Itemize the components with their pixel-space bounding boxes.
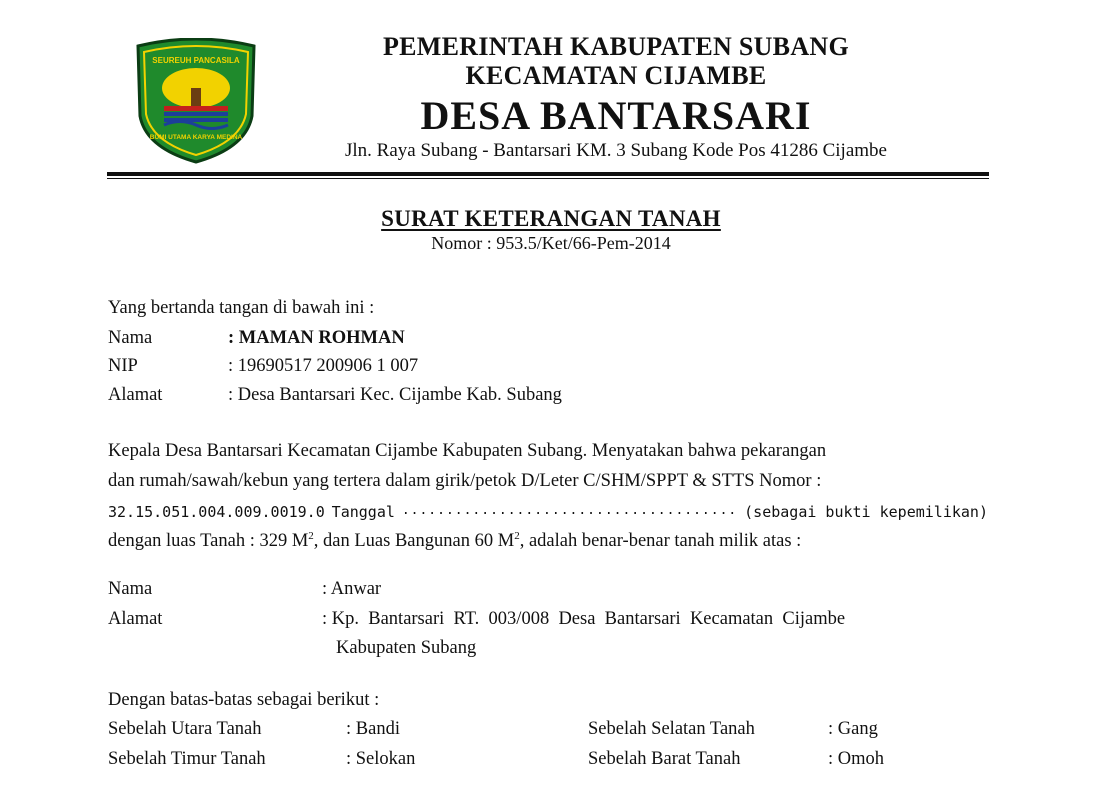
boundary-west-label: Sebelah Barat Tanah [588,749,741,769]
owner-name-label: Nama [108,579,153,599]
signer-nip-value: : 19690517 200906 1 007 [228,356,419,376]
boundary-east-value: : Selokan [346,749,416,769]
logo-bottom-text: BUMI UTAMA KARYA MEDINA [149,134,243,141]
building-area-unit-sup: 2 [514,530,520,542]
signer-name-value: : MAMAN ROHMAN [228,328,405,348]
boundaries-intro: Dengan batas-batas sebagai berikut : [108,690,380,710]
boundary-west-value: : Omoh [828,749,885,769]
owner-name-value: : Anwar [322,579,382,599]
owner-address-line-1: : Kp. Bantarsari RT. 003/008 Desa Bantarsari Kecamatan Cijambe [322,609,846,629]
boundary-east-label: Sebelah Timur Tanah [108,749,266,769]
document-number: Nomor : 953.5/Ket/66-Pem-2014 [431,233,671,253]
ownership-statement-text: , adalah benar-benar tanah milik atas : [519,531,802,552]
letterhead-divider-thick [107,172,989,176]
document-title-wrap [0,206,1102,232]
owner-address-label: Alamat [108,609,163,629]
signer-nip-label: NIP [108,356,138,376]
letterhead-divider-thin [107,178,989,179]
owner-address-line-2: Kabupaten Subang [336,638,477,658]
letterhead-address: Jln. Raya Subang - Bantarsari KM. 3 Subang Kode Pos 41286 Cijambe [345,140,887,161]
body-line-1: Kepala Desa Bantarsari Kecamatan Cijambe Kabupaten Subang. Menyatakan bahwa pekarangan [108,441,827,461]
land-area-unit-sup: 2 [308,530,314,542]
document-title: SURAT KETERANGAN TANAH [381,206,721,231]
body-line-2: dan rumah/sawah/kebun yang tertera dalam girik/petok D/Leter C/SHM/SPPT & STTS Nomor : [108,471,822,491]
boundary-north-value: : Bandi [346,719,400,739]
letterhead-village: DESA BANTARSARI [420,93,812,138]
land-area-text: dengan luas Tanah : 329 M [108,531,309,552]
boundary-south-label: Sebelah Selatan Tanah [588,719,755,739]
signer-name-label: Nama [108,328,153,348]
building-area-text: , dan Luas Bangunan 60 M [313,531,515,552]
ownership-proof-note: (sebagai bukti kepemilikan) [744,503,988,521]
certificate-number: 32.15.051.004.009.0019.0 [108,503,325,521]
date-blank: ...................................... [401,503,738,518]
body-line-4 [108,530,801,552]
signer-address-label: Alamat [108,385,163,405]
signer-address-value: : Desa Bantarsari Kec. Cijambe Kab. Subang [228,385,562,405]
body-line-3 [108,501,988,521]
letterhead-district: KECAMATAN CIJAMBE [465,61,767,90]
letterhead-government: PEMERINTAH KABUPATEN SUBANG [382,32,850,61]
regency-emblem-icon [134,38,258,164]
date-label: Tanggal [331,503,395,521]
boundary-south-value: : Gang [828,719,878,739]
boundary-north-label: Sebelah Utara Tanah [108,719,262,739]
signer-intro: Yang bertanda tangan di bawah ini : [108,298,375,318]
logo-top-text: SEUREUH PANCASILA [152,56,240,65]
